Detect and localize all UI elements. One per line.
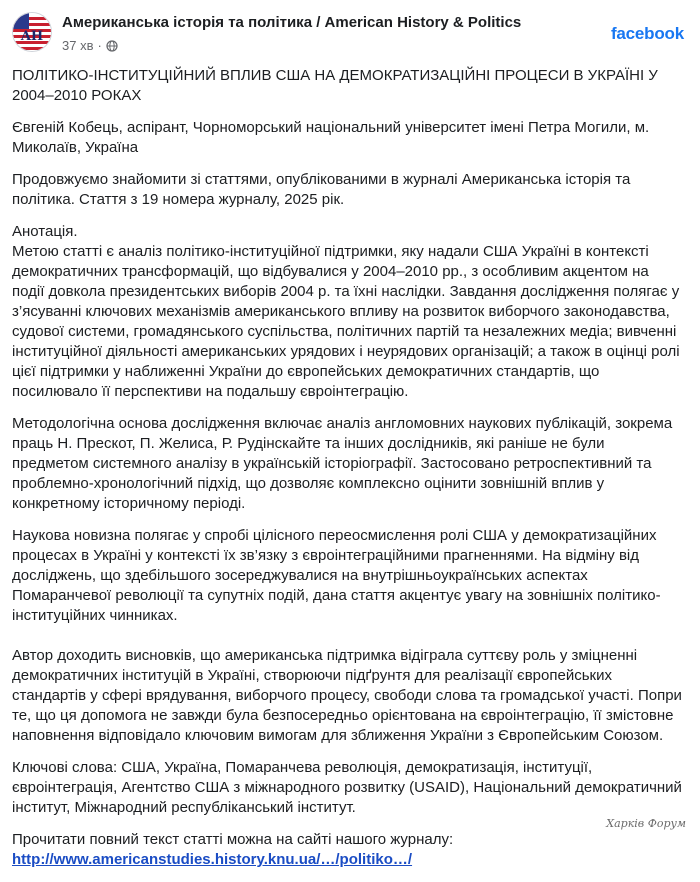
post-header [12,10,688,58]
post-author: Євгеній Кобець, аспірант, Чорноморський національний університет імені Петра Могили, м. Миколаїв, Україна [12,119,650,156]
abstract-paragraph-3: Наукова новизна полягає у спробі цілісного переосмислення ролі США у демократизаційних процесах в Україні у контексті їх зв’язку з євроінтеграційними прагненнями. На відміну від досліджень, що здебільшого зосереджувалися на внутрішньоукраїнських аспектах Помаранчевої революції та супутніх подій, дана стаття акцентує увагу на зовнішніх політико-інституційних чинниках. [12,527,661,624]
post-title: ПОЛІТИКО-ІНСТИТУЦІЙНИЙ ВПЛИВ США НА ДЕМОКРАТИЗАЦІЙНІ ПРОЦЕСИ В УКРАЇНІ У 2004–2010 РОКАХ [12,67,658,104]
post-time[interactable]: 37 хв [62,38,94,53]
abstract-paragraph-1: Метою статті є аналіз політико-інституційної підтримки, яку надали США Україні в контексті демократичних трансформацій, що відбувалися у 2004–2010 рр., з особливим акцентом на події довкола президентських виборів 2004 р. та їхні наслідки. Завдання дослідження полягає у з’ясуванні ключових механізмів американського впливу на розвиток виборчого законодавства, судової системи, громадянського суспільства, політичних партій та незалежних медіа; вивченні інституційної діяльності американських урядових і неурядових організацій; а також в оцінці ролі цієї підтримки у наближенні України до європейських демократичних стандартів, що посилювало її перспективи на подальшу євроінтеграцію. [12,243,680,400]
article-link-row [12,850,684,870]
globe-icon [106,40,118,52]
read-more-text: Прочитати повний текст статті можна на сайті нашого журналу: [12,831,454,848]
keywords-paragraph: Ключові слова: США, Україна, Помаранчева революція, демократизація, інституції, євроінтеграція, Агентство США з міжнародного розвитку (USAID), Національний демократичний інститут, Міжнародний республіканський інститут. [12,759,682,816]
svg-text:AH: AH [20,29,44,44]
post-meta [62,38,118,53]
conclusion-paragraph: Автор доходить висновків, що американська підтримка відіграла суттєву роль у зміцненні демократичних інституцій в Україні, створюючи підґрунтя для реалізації європейських стандартів у сфері врядування, виборчого процесу, свободи слова та громадської участі. Попри те, що ця допомога не завжди була безпосередньо орієнтована на євроінтеграцію, її змістовне наповнення відповідало ключовим вимогам для зближення України з Європейським Союзом. [12,647,682,744]
facebook-logo: facebook [610,24,684,43]
flag-logo-icon [13,13,51,51]
post-intro: Продовжуємо знайомити зі статтями, опублікованими в журналі Американська історія та політика. Стаття з 19 номера журналу, 2025 рік. [12,171,631,208]
abstract-heading: Анотація. [12,223,78,240]
abstract-paragraph-2: Методологічна основа дослідження включає аналіз англомовних наукових публікацій, зокрема праць Н. Прескот, П. Желиса, Р. Рудінскайте та інших дослідників, які раніше не були предметом системного аналізу в українській історіографії. Застосовано ретроспективний та проблемно-хронологічний підхід, що дозволяє комплексно оцінити зовнішній вплив у конкретному історичному періоді. [12,415,673,512]
page-name-link[interactable]: Американська історія та політика / American History & Politics [62,14,522,31]
page-avatar[interactable] [12,12,52,52]
article-link[interactable]: http://www.americanstudies.history.knu.ua/…/politiko…/ [12,851,413,868]
watermark: Харків Форум [606,817,686,830]
meta-separator: · [97,38,102,53]
post-body [12,66,684,882]
